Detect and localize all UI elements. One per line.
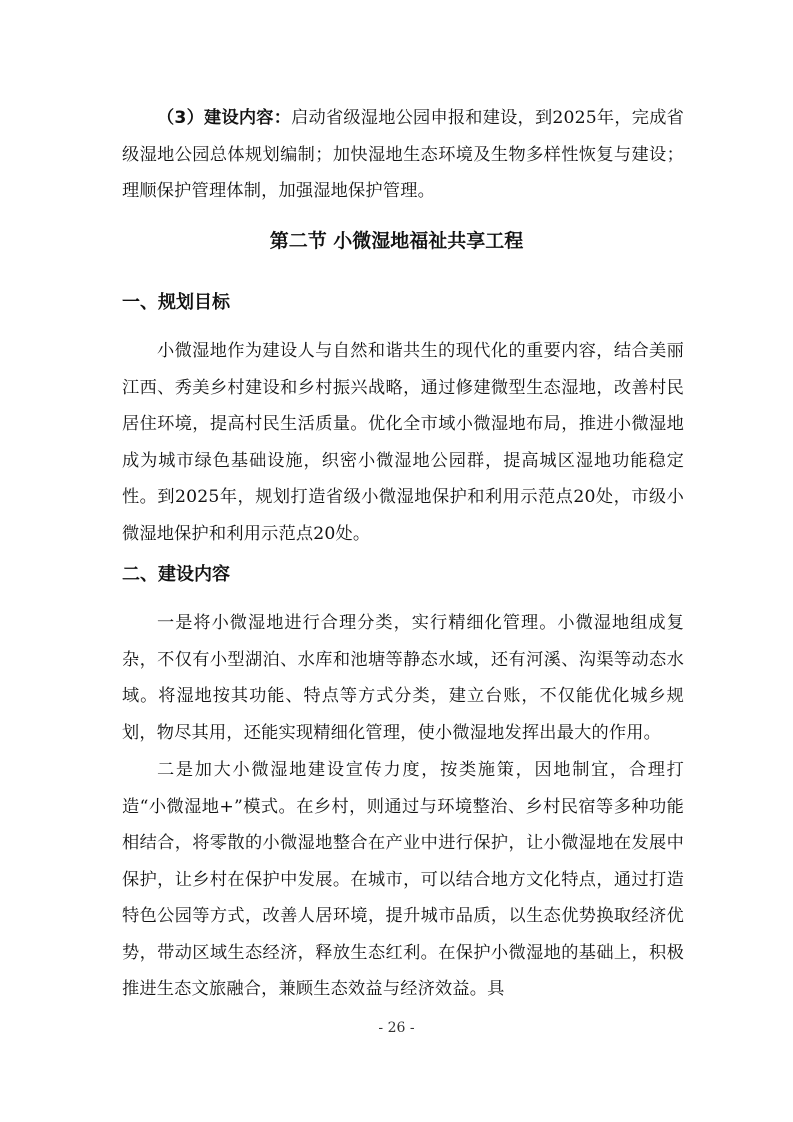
intro-text: 启动省级湿地公园申报和建设，到2025年，完成省级湿地公园总体规划编制；加快湿地生态环境及生物多样性恢复与建设；理顺保护管理体制，加强湿地保护管理。	[122, 108, 684, 201]
content-paragraph-1: 一是将小微湿地进行合理分类，实行精细化管理。小微湿地组成复杂，不仅有小型湖泊、水库和池塘等静态水域，还有河溪、沟渠等动态水域。将湿地按其功能、特点等方式分类，建立台账，不仅能优化城乡规划，物尽其用，还能实现精细化管理，使小微湿地发挥出最大的作用。	[122, 613, 684, 743]
intro-paragraph	[122, 100, 684, 210]
goals-heading: 一、规划目标	[122, 292, 230, 313]
content-paragraph-2: 二是加大小微湿地建设宣传力度，按类施策，因地制宜，合理打造“小微湿地+”模式。在乡村，则通过与环境整治、乡村民宿等多种功能相结合，将零散的小微湿地整合在产业中进行保护，让小微湿地在发展中保护，让乡村在保护中发展。在城市，可以结合地方文化特点，通过打造特色公园等方式，改善人居环境，提升城市品质，以生态优势换取经济优势，带动区域生态经济，释放生态红利。在保护小微湿地的基础上，积极推进生态文旅融合，兼顾生态效益与经济效益。具	[122, 760, 684, 999]
page-number: - 26 -	[378, 1020, 415, 1036]
goals-paragraph: 小微湿地作为建设人与自然和谐共生的现代化的重要内容，结合美丽江西、秀美乡村建设和乡村振兴战略，通过修建微型生态湿地，改善村民居住环境，提高村民生活质量。优化全市域小微湿地布局，推进小微湿地成为城市绿色基础设施，织密小微湿地公园群，提高城区湿地功能稳定性。到2025年，规划打造省级小微湿地保护和利用示范点20处，市级小微湿地保护和利用示范点20处。	[122, 341, 684, 544]
intro-label: （3）建设内容：	[157, 108, 292, 128]
section-title: 第二节 小微湿地福祉共享工程	[269, 230, 524, 252]
content-heading: 二、建设内容	[122, 564, 230, 585]
